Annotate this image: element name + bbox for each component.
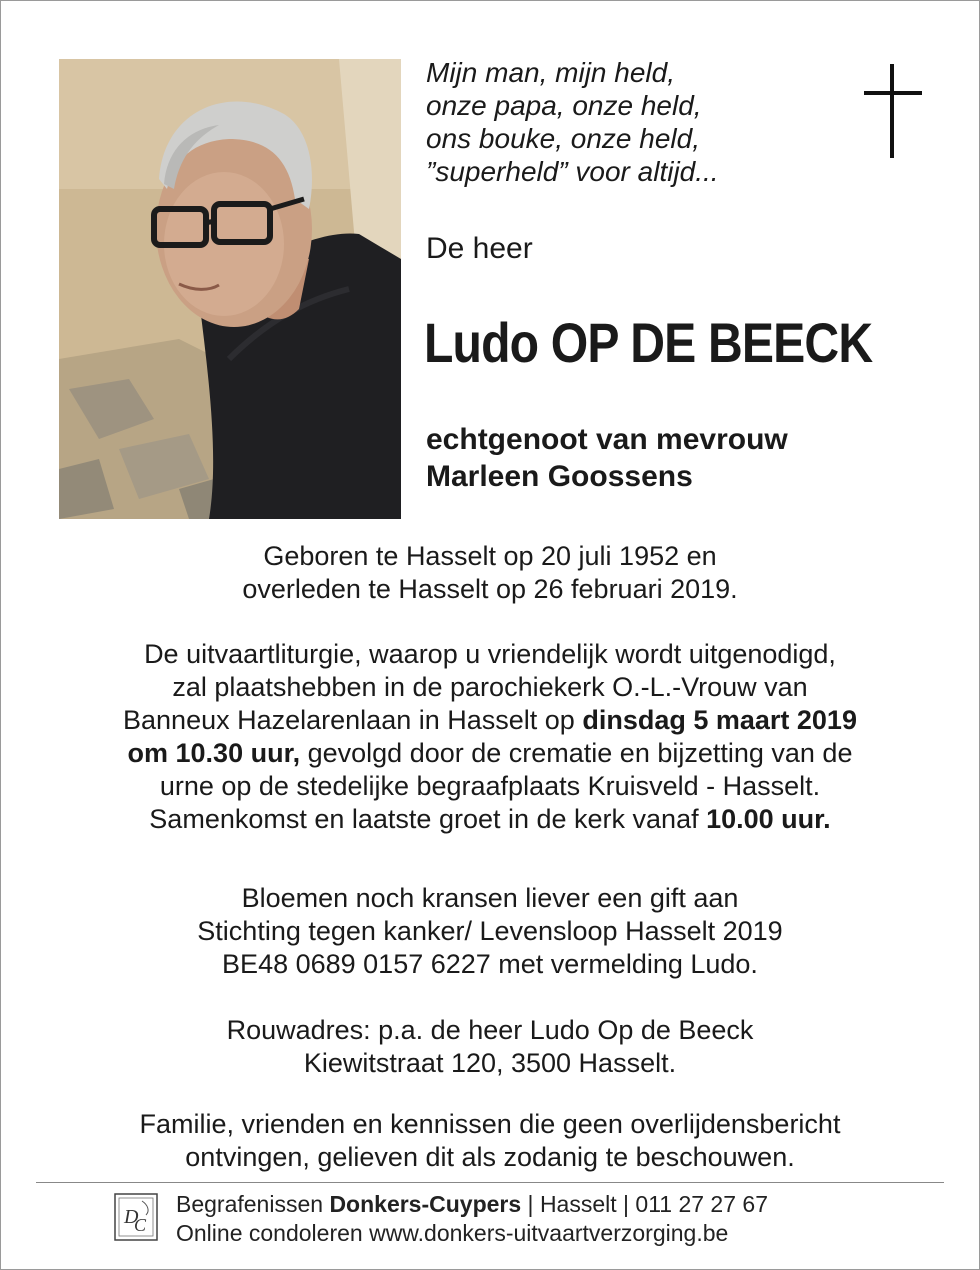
poem-line: Mijn man, mijn held, xyxy=(426,57,675,88)
donkers-cuypers-logo xyxy=(112,1191,160,1243)
poem xyxy=(426,56,719,188)
svg-text:C: C xyxy=(134,1215,147,1235)
footer-prefix: Begrafenissen xyxy=(176,1191,324,1217)
flowers-line: Stichting tegen kanker/ Levensloop Hasselt 2019 xyxy=(197,916,783,946)
closing-line: ontvingen, gelieven dit als zodanig te beschouwen. xyxy=(185,1142,795,1172)
footer-line-company xyxy=(176,1190,768,1219)
closing-block xyxy=(40,1108,940,1174)
deceased-name: Ludo OP DE BEECK xyxy=(424,311,873,374)
poem-line: ”superheld” voor altijd... xyxy=(426,156,719,187)
flowers-line: Bloemen noch kransen liever een gift aan xyxy=(241,883,739,913)
svg-text:D: D xyxy=(124,1206,139,1228)
spouse-name: Marleen Goossens xyxy=(426,460,693,493)
poem-line: onze papa, onze held, xyxy=(426,90,702,121)
funeral-text: Banneux Hazelarenlaan in Hasselt op xyxy=(123,705,575,735)
company-city: Hasselt xyxy=(539,1191,617,1217)
separator: | xyxy=(521,1191,540,1217)
closing-line: Familie, vrienden en kennissen die geen overlijdensbericht xyxy=(139,1109,841,1139)
spouse-info xyxy=(426,421,788,495)
footer-line-online xyxy=(176,1219,768,1248)
company-name: Donkers-Cuypers xyxy=(329,1191,522,1217)
honorific: De heer xyxy=(426,232,533,265)
funeral-text: Samenkomst en laatste groet in de kerk vanaf xyxy=(149,804,699,834)
funeral-line xyxy=(40,803,940,836)
birth-death-block xyxy=(40,540,940,606)
flowers-block xyxy=(40,882,940,981)
gathering-time: 10.00 uur. xyxy=(706,804,831,834)
death-line: overleden te Hasselt op 26 februari 2019. xyxy=(242,574,738,604)
funeral-line xyxy=(40,737,940,770)
address-block xyxy=(40,1014,940,1080)
bank-account: BE48 0689 0157 6227 met vermelding Ludo. xyxy=(222,949,758,979)
online-label: Online condoleren xyxy=(176,1220,363,1246)
birth-line: Geboren te Hasselt op 20 juli 1952 en xyxy=(263,541,717,571)
funeral-time: om 10.30 uur, xyxy=(127,738,301,768)
address-line: Rouwadres: p.a. de heer Ludo Op de Beeck xyxy=(226,1015,754,1045)
footer-divider xyxy=(36,1182,944,1183)
funeral-line: zal plaatshebben in de parochiekerk O.-L.-Vrouw van xyxy=(172,672,808,702)
funeral-date: dinsdag 5 maart 2019 xyxy=(582,705,857,735)
funeral-line: urne op de stedelijke begraafplaats Kruisveld - Hasselt. xyxy=(159,771,821,801)
address-line: Kiewitstraat 120, 3500 Hasselt. xyxy=(303,1048,677,1078)
footer xyxy=(176,1190,768,1248)
funeral-line xyxy=(40,704,940,737)
poem-line: ons bouke, onze held, xyxy=(426,123,700,154)
funeral-text: gevolgd door de crematie en bijzetting van de xyxy=(307,738,853,768)
funeral-block xyxy=(40,638,940,836)
company-phone: 011 27 27 67 xyxy=(635,1191,768,1217)
website-link[interactable]: www.donkers-uitvaartverzorging.be xyxy=(369,1220,729,1246)
portrait-photo xyxy=(59,59,401,519)
funeral-line: De uitvaartliturgie, waarop u vriendelijk wordt uitgenodigd, xyxy=(144,639,836,669)
separator: | xyxy=(616,1191,636,1217)
spouse-line: echtgenoot van mevrouw xyxy=(426,423,788,456)
cross-icon xyxy=(864,64,922,158)
